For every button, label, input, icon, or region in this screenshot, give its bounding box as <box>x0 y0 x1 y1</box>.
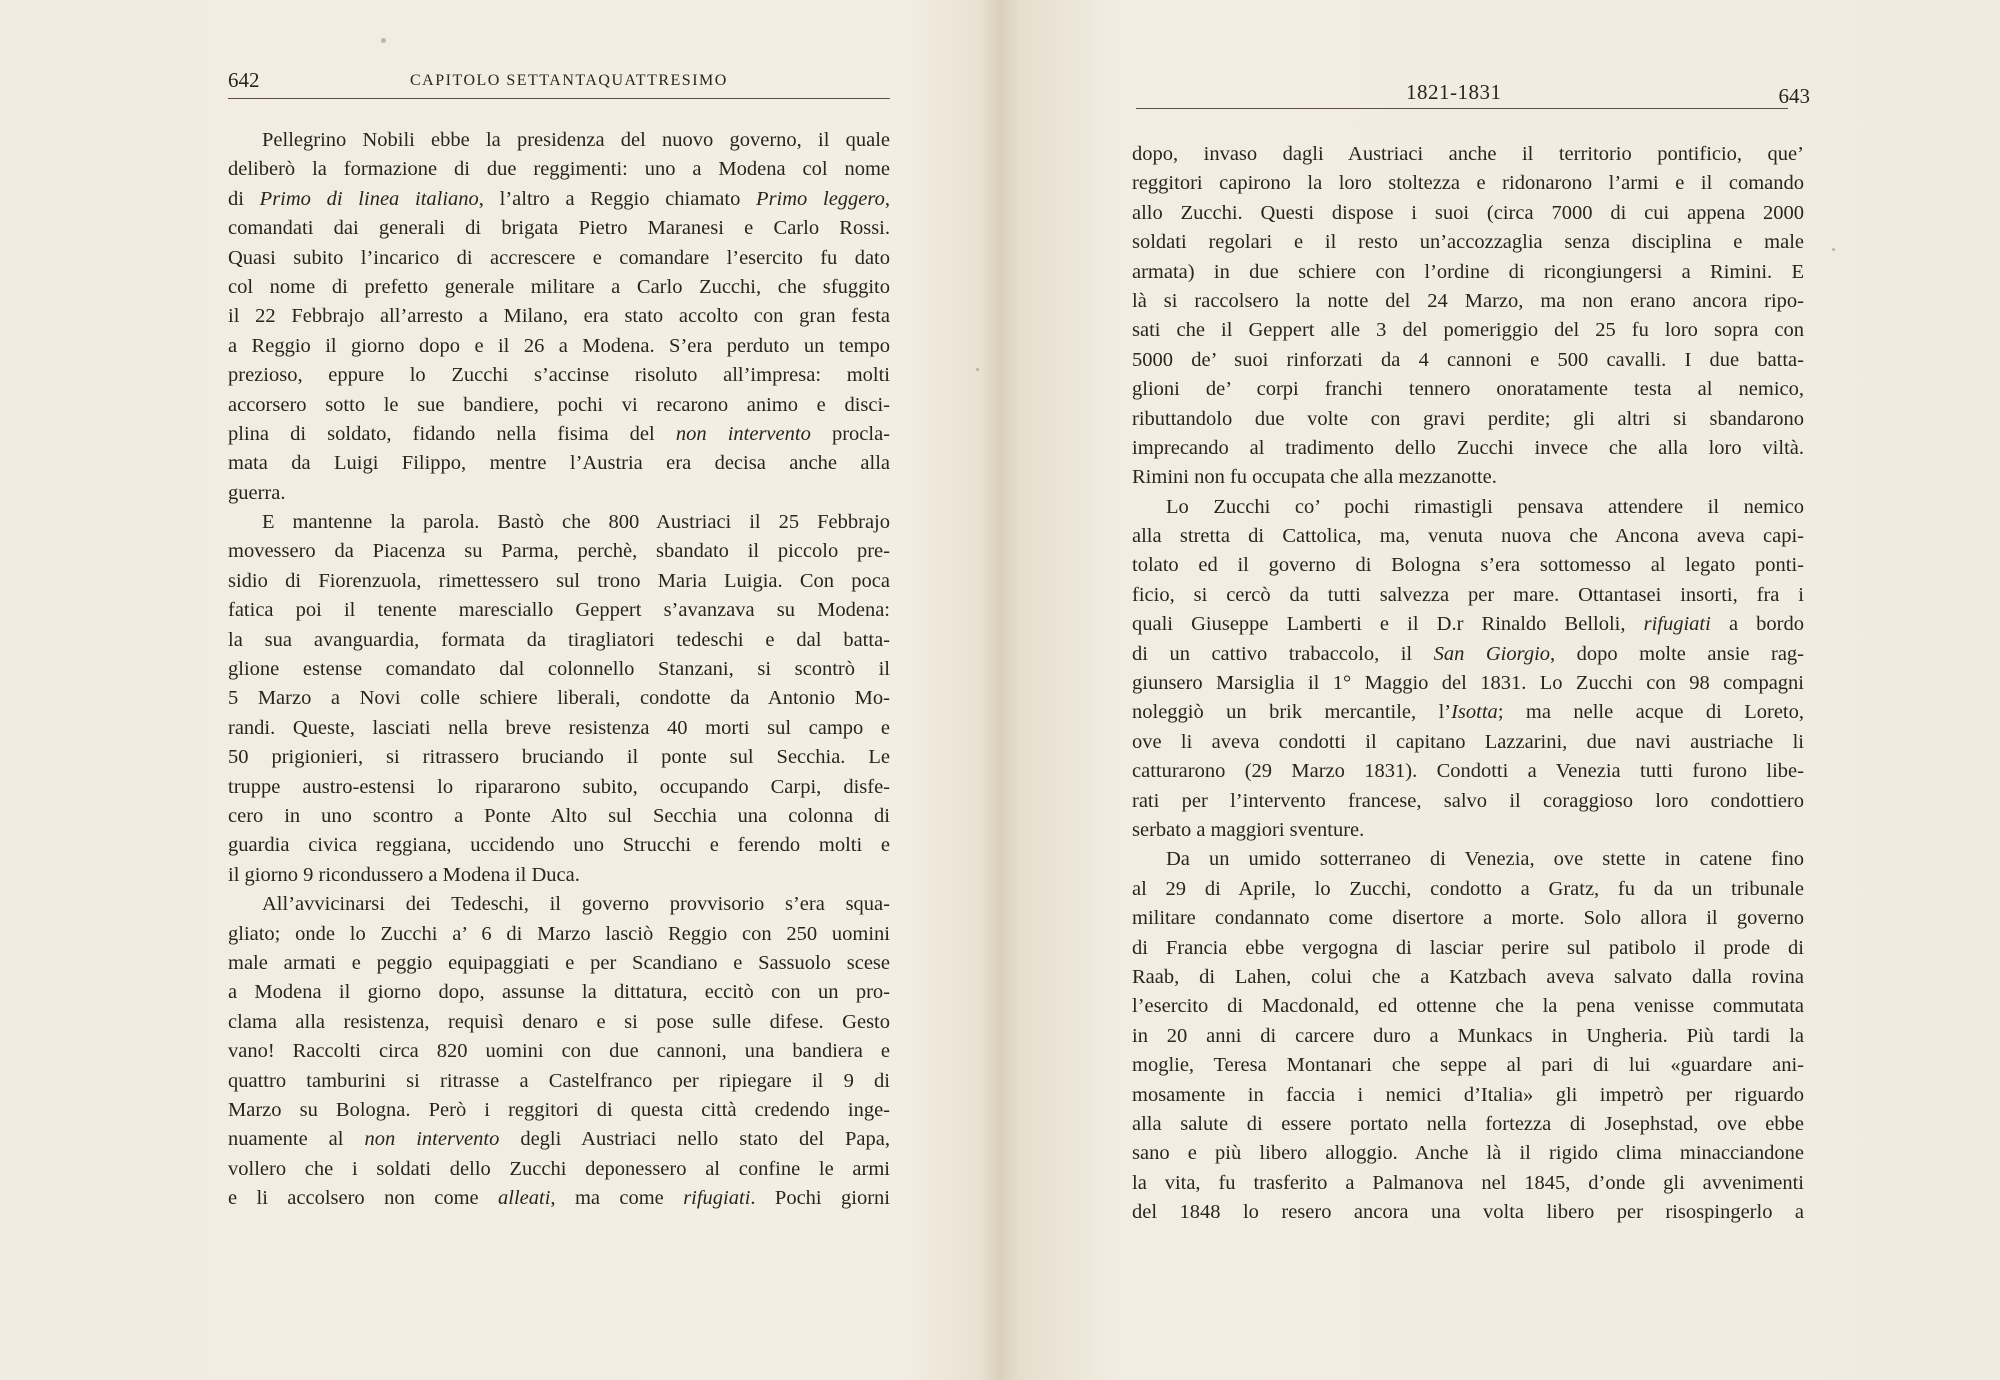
text-line: catturarono (29 Marzo 1831). Condotti a Venezia tutti furono libe- <box>1132 760 1804 783</box>
text-line: di un cattivo trabaccolo, il San Giorgio, dopo molte ansie rag- <box>1132 642 1804 665</box>
text-line: il giorno 9 ricondussero a Modena il Duca. <box>228 863 580 886</box>
text-line: ributtandolo due volte con gravi perdite; gli altri si sbandarono <box>1132 407 1804 430</box>
text-line: al 29 di Aprile, lo Zucchi, condotto a Gratz, fu da un tribunale <box>1132 877 1804 900</box>
text-line: l’esercito di Macdonald, ed ottenne che la pena venisse commutata <box>1132 995 1804 1018</box>
text-line: glioni de’ corpi franchi tennero onoratamente testa al nemico, <box>1132 378 1804 401</box>
text-line: All’avvicinarsi dei Tedeschi, il governo provvisorio s’era squa- <box>262 893 890 916</box>
text-line: dopo, invaso dagli Austriaci anche il territorio pontificio, que’ <box>1132 143 1804 165</box>
text-line: alla stretta di Cattolica, ma, venuta nuova che Ancona aveva capi- <box>1132 525 1804 548</box>
text-line: armata) in due schiere con l’ordine di ricongiungersi a Rimini. E <box>1132 260 1804 283</box>
text-line: la vita, fu trasferito a Palmanova nel 1845, d’onde gli avvenimenti <box>1132 1171 1804 1194</box>
text-line: fatica poi il tenente maresciallo Geppert s’avanzava su Modena: <box>228 599 890 622</box>
page-number: 643 <box>1778 84 1810 108</box>
text-line: là si raccolsero la notte del 24 Marzo, ma non erano ancora ripo- <box>1132 289 1804 312</box>
text-line: Lo Zucchi co’ pochi rimastigli pensava attendere il nemico <box>1166 495 1804 518</box>
page-body <box>1132 140 1804 1227</box>
text-line: guerra. <box>228 481 286 504</box>
text-line: vano! Raccolti circa 820 uomini con due cannoni, una bandiera e <box>228 1040 890 1063</box>
text-line: col nome di prefetto generale militare a Carlo Zucchi, che sfuggito <box>228 275 890 298</box>
text-line: guardia civica reggiana, uccidendo uno Strucchi e ferendo molti e <box>228 834 890 857</box>
header-rule <box>228 98 890 99</box>
page-body <box>228 126 890 1213</box>
text-line: 50 prigionieri, si ritrassero bruciando il ponte sul Secchia. Le <box>228 746 890 769</box>
text-line: vollero che i soldati dello Zucchi deponessero al confine le armi <box>228 1157 890 1180</box>
text-line: soldati regolari e il resto un’accozzaglia senza disciplina e male <box>1132 231 1804 254</box>
text-line: clama alla resistenza, requisì denaro e si pose sulle difese. Gesto <box>228 1010 890 1033</box>
text-line: tolato ed il governo di Bologna s’era sottomesso al legato ponti- <box>1132 554 1804 577</box>
running-title: CAPITOLO SETTANTAQUATTRESIMO <box>410 72 728 89</box>
text-line: nuamente al non intervento degli Austriaci nello stato del Papa, <box>228 1128 890 1151</box>
text-line: di Francia ebbe vergogna di lasciar perire sul patibolo il prode di <box>1132 936 1804 959</box>
text-line: comandati dai generali di brigata Pietro Maranesi e Carlo Rossi. <box>228 217 890 240</box>
text-line: la sua avanguardia, formata da tiragliatori tedeschi e dal batta- <box>228 628 890 651</box>
text-line: a Reggio il giorno dopo e il 26 a Modena. S’era perduto un tempo <box>228 334 890 357</box>
text-line: allo Zucchi. Questi dispose i suoi (circa 7000 di cui appena 2000 <box>1132 201 1804 224</box>
text-line: Da un umido sotterraneo di Venezia, ove stette in catene fino <box>1166 848 1804 871</box>
paper-speck <box>381 38 386 43</box>
text-line: sati che il Geppert alle 3 del pomeriggio del 25 fu loro sopra con <box>1132 319 1804 342</box>
text-line: il 22 Febbrajo all’arresto a Milano, era stato accolto con gran festa <box>228 305 890 328</box>
text-line: quali Giuseppe Lamberti e il D.r Rinaldo Belloli, rifugiati a bordo <box>1132 613 1804 636</box>
text-line: reggitori capirono la loro stoltezza e ridonarono l’armi e il comando <box>1132 172 1804 195</box>
text-line: sano e più libero alloggio. Anche là il rigido clima minacciandone <box>1132 1142 1804 1165</box>
header-rule <box>1136 108 1788 109</box>
paper-speck <box>1832 248 1835 251</box>
text-line: imprecando al tradimento dello Zucchi invece che alla loro viltà. <box>1132 436 1804 459</box>
text-line: Quasi subito l’incarico di accrescere e comandare l’esercito fu dato <box>228 246 890 269</box>
text-line: gliato; onde lo Zucchi a’ 6 di Marzo lasciò Reggio con 250 uomini <box>228 922 890 945</box>
text-line: mata da Luigi Filippo, mentre l’Austria era decisa anche alla <box>228 452 890 475</box>
text-line: glione estense comandato dal colonnello Stanzani, si scontrò il <box>228 658 890 681</box>
text-line: 5 Marzo a Novi colle schiere liberali, condotte da Antonio Mo- <box>228 687 890 710</box>
running-title: 1821-1831 <box>1406 80 1502 104</box>
text-line: sidio di Fiorenzuola, rimettessero sul trono Maria Luigia. Con poca <box>228 569 890 592</box>
text-line: deliberò la formazione di due reggimenti: uno a Modena col nome <box>228 158 890 181</box>
text-line: ficio, si cercò da tutti salvezza per mare. Ottantasei insorti, fra i <box>1132 583 1804 606</box>
text-line: noleggiò un brik mercantile, l’Isotta; ma nelle acque di Loreto, <box>1132 701 1805 724</box>
text-line: Marzo su Bologna. Però i reggitori di questa città credendo inge- <box>228 1098 890 1121</box>
text-line: cero in uno scontro a Ponte Alto sul Secchia una colonna di <box>228 804 890 827</box>
text-line: in 20 anni di carcere duro a Munkacs in Ungheria. Più tardi la <box>1132 1024 1804 1047</box>
text-line: Rimini non fu occupata che alla mezzanotte. <box>1132 466 1497 489</box>
paper-speck <box>976 368 979 371</box>
text-line: e li accolsero non come alleati, ma come rifugiati. Pochi giorni <box>228 1187 890 1210</box>
text-line: di Primo di linea italiano, l’altro a Reggio chiamato Primo leggero, <box>228 187 890 210</box>
text-line: militare condannato come disertore a morte. Solo allora il governo <box>1132 907 1804 930</box>
text-line: del 1848 lo resero ancora una volta libero per risospingerlo a <box>1132 1201 1804 1224</box>
left-page <box>0 0 990 1380</box>
text-line: Pellegrino Nobili ebbe la presidenza del nuovo governo, il quale <box>262 129 890 151</box>
text-line: plina di soldato, fidando nella fisima del non intervento procla- <box>228 422 890 445</box>
text-line: giunsero Marsiglia il 1° Maggio del 1831. Lo Zucchi con 98 compagni <box>1132 672 1804 695</box>
text-line: moglie, Teresa Montanari che seppe al pari di lui «guardare ani- <box>1132 1054 1804 1077</box>
text-line: male armati e peggio equipaggiati e per Scandiano e Sassuolo scese <box>228 951 890 974</box>
text-line: mosamente in faccia i nemici d’Italia» gli impetrò per riguardo <box>1132 1083 1804 1106</box>
text-line: a Modena il giorno dopo, assunse la dittatura, eccitò con un pro- <box>228 981 890 1004</box>
text-line: alla salute di essere portato nella fortezza di Josephstad, ove ebbe <box>1132 1112 1804 1135</box>
text-line: truppe austro-estensi lo ripararono subito, occupando Carpi, disfe- <box>228 775 890 798</box>
text-line: 5000 de’ suoi rinforzati da 4 cannoni e 500 cavalli. I due batta- <box>1132 348 1804 371</box>
text-line: E mantenne la parola. Bastò che 800 Austriaci il 25 Febbrajo <box>262 511 890 534</box>
text-line: ove li aveva condotti il capitano Lazzarini, due navi austriache li <box>1132 730 1804 753</box>
page-number: 642 <box>228 68 260 92</box>
text-line: rati per l’intervento francese, salvo il coraggioso loro condottiero <box>1132 789 1804 812</box>
text-line: quattro tamburini si ritrasse a Castelfranco per ripiegare il 9 di <box>228 1069 890 1092</box>
text-line: movessero da Piacenza su Parma, perchè, sbandato il piccolo pre- <box>228 540 890 563</box>
text-line: prezioso, eppure lo Zucchi s’accinse risoluto all’impresa: molti <box>228 364 890 387</box>
text-line: randi. Queste, lasciati nella breve resistenza 40 morti sul campo e <box>228 716 890 739</box>
text-line: Raab, di Lahen, colui che a Katzbach aveva salvato dalla rovina <box>1132 965 1804 988</box>
text-line: accorsero sotto le sue bandiere, pochi vi recarono animo e disci- <box>228 393 890 416</box>
right-page <box>1010 0 2000 1380</box>
text-line: serbato a maggiori sventure. <box>1132 818 1365 841</box>
